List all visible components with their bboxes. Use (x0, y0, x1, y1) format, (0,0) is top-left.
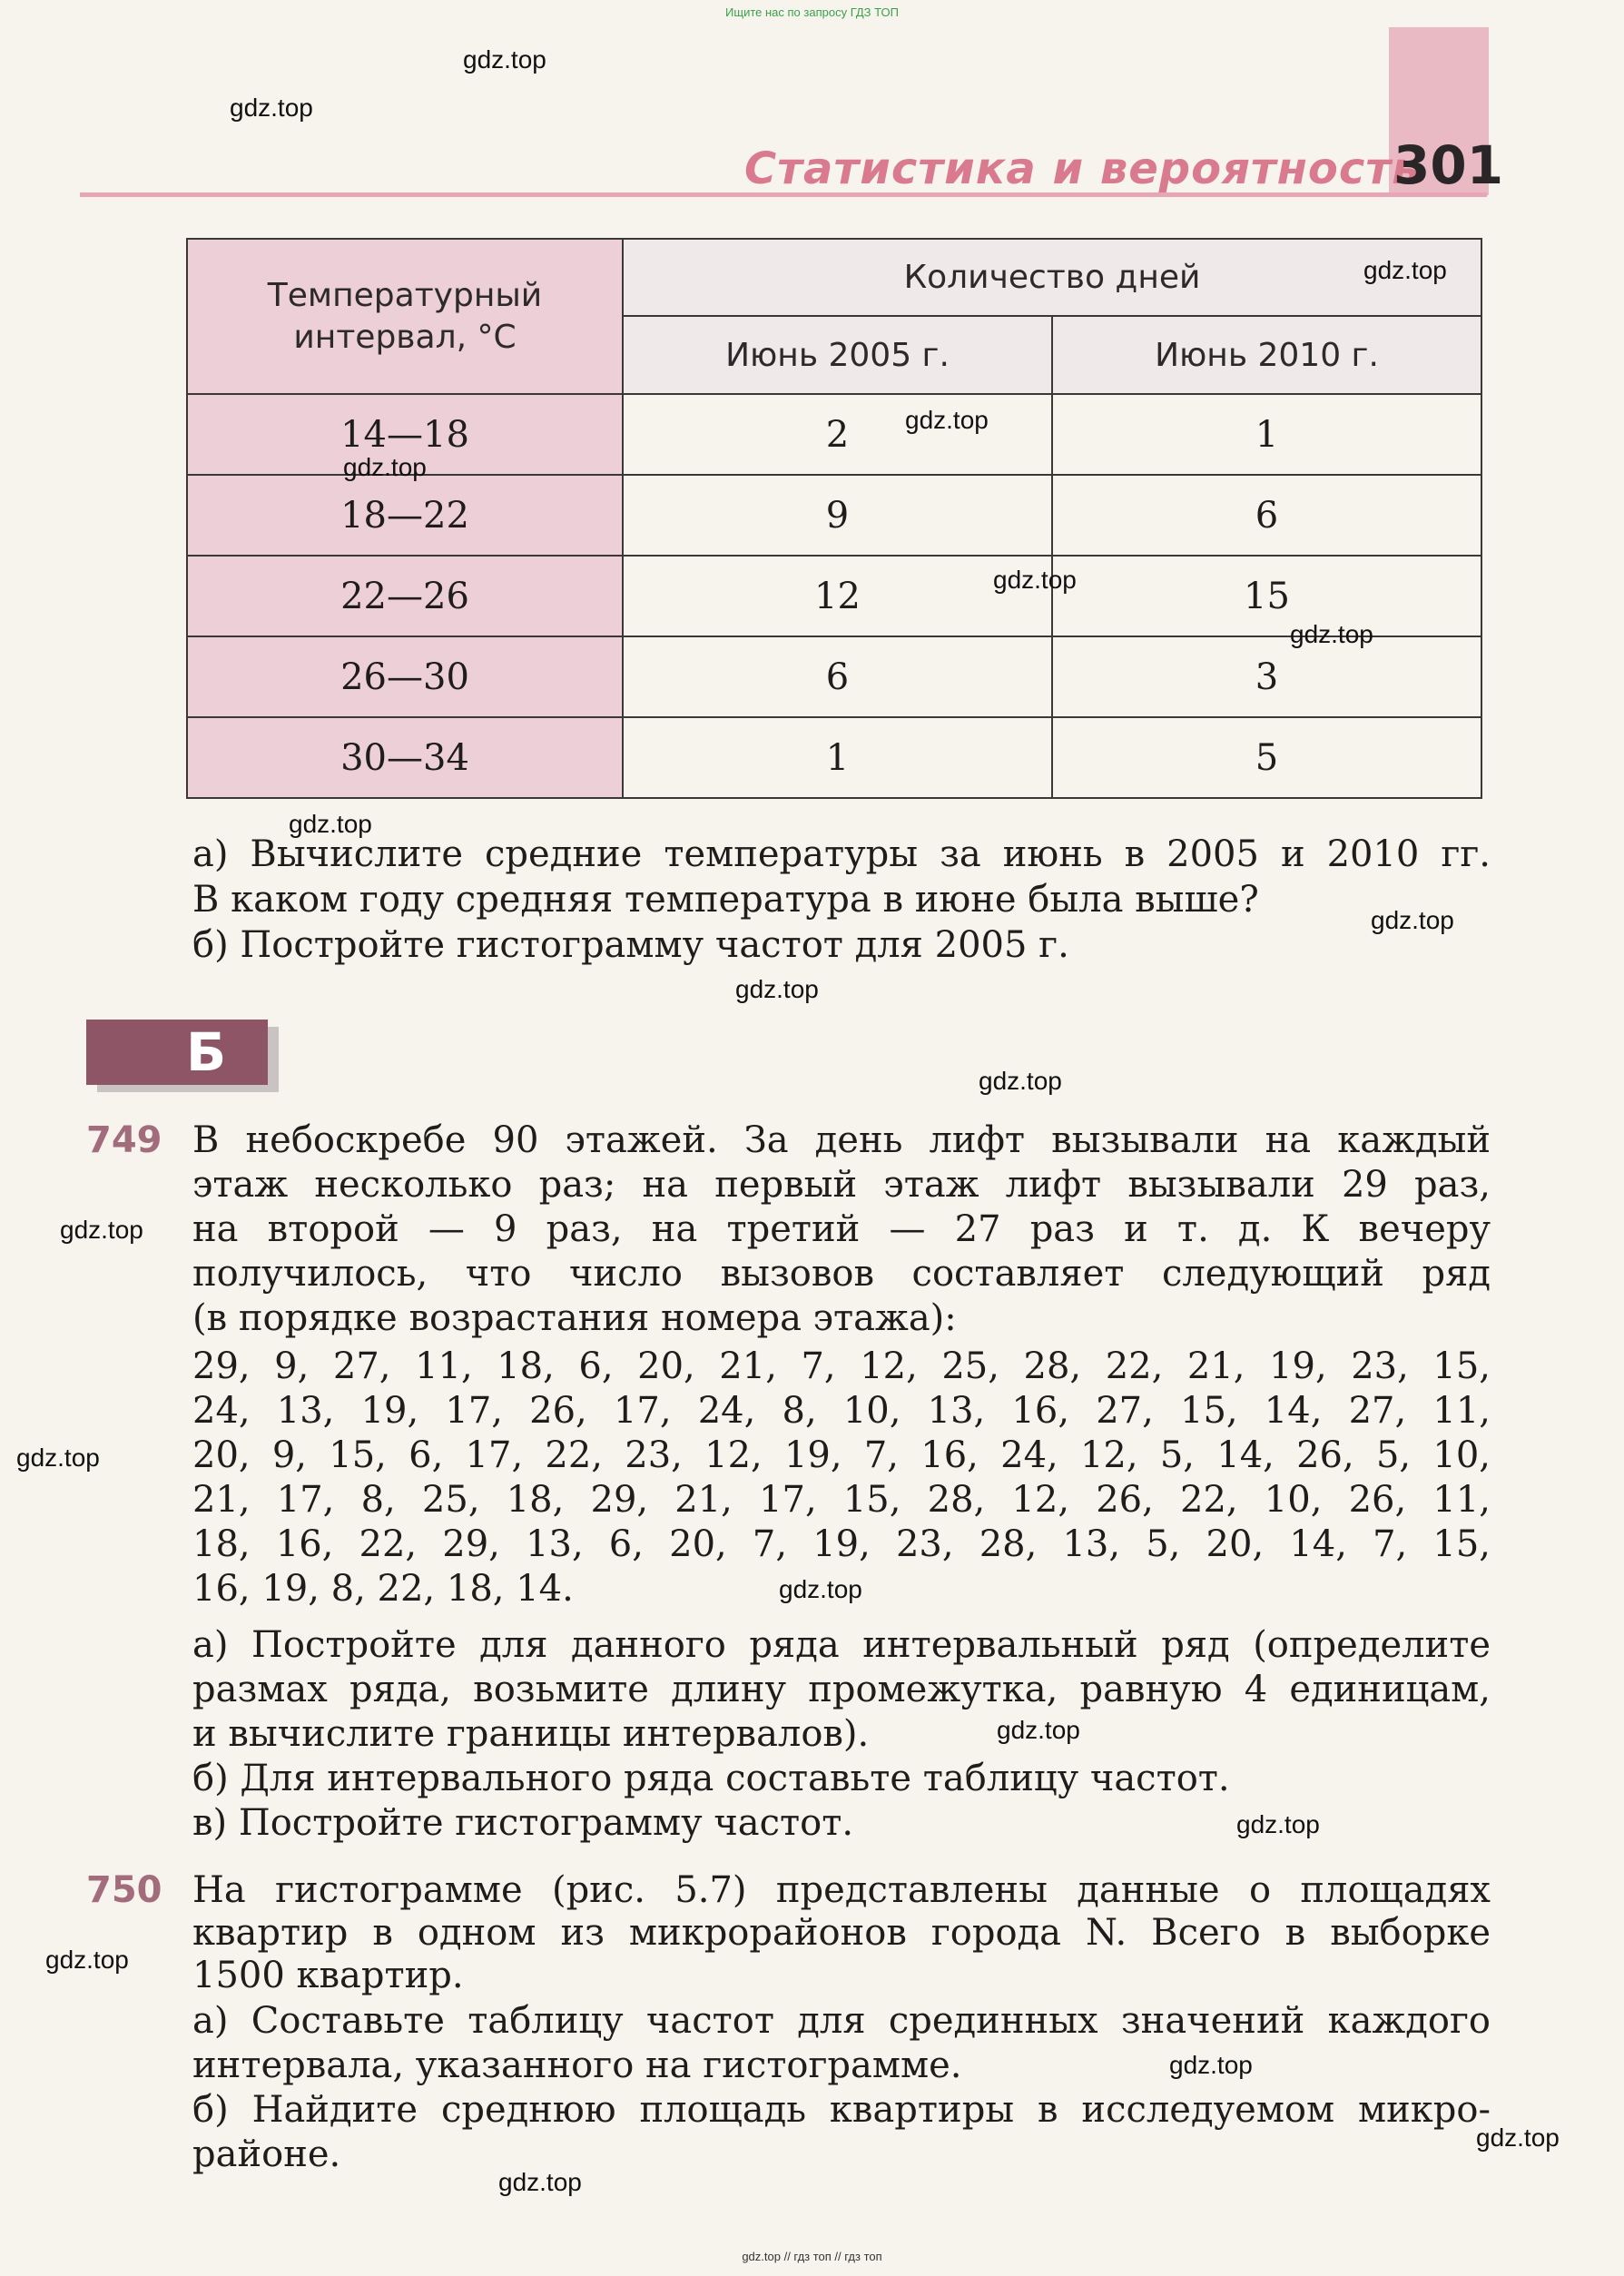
june-2010-header: Июнь 2010 г. (1052, 316, 1481, 394)
count-2005-cell: 9 (623, 475, 1052, 556)
watermark: gdz.top (979, 1067, 1062, 1095)
watermark: gdz.top (1476, 2123, 1560, 2152)
problem-749-line: этаж несколько раз; на первый этаж лифт вызывали 29 раз, (192, 1164, 1491, 1206)
number-series-line: 20, 9, 15, 6, 17, 22, 23, 12, 19, 7, 16, 24, 12, 5, 14, 26, 5, 10, (192, 1434, 1491, 1476)
june-2005-header: Июнь 2005 г. (623, 316, 1052, 394)
watermark: gdz.top (993, 566, 1077, 594)
count-2005-cell: 1 (623, 717, 1052, 798)
problem-749-line: получилось, что число вызовов составляет следующий ряд (192, 1253, 1491, 1295)
watermark: gdz.top (997, 1716, 1080, 1744)
table-row (187, 636, 1481, 717)
section-badge-label: Б (186, 1021, 227, 1083)
problem-750-line: а) Составьте таблицу частот для срединных значений каждого (192, 2000, 1491, 2042)
task-748-line-3: б) Постройте гистограмму частот для 2005 г. (192, 924, 1069, 966)
task-748-line-1: а) Вычислите средние температуры за июнь в 2005 и 2010 гг. (192, 833, 1491, 875)
interval-cell: 30—34 (187, 717, 623, 798)
problem-749-line: размах ряда, возьмите длину промежутка, равную 4 единицам, (192, 1669, 1491, 1710)
count-2005-cell: 6 (623, 636, 1052, 717)
temperature-table (186, 238, 1482, 799)
interval-cell: 18—22 (187, 475, 623, 556)
problem-750-line: квартир в одном из микрорайонов города N. Всего в выборке (192, 1912, 1491, 1954)
task-748-line-2: В каком году средняя температура в июне была выше? (192, 879, 1259, 921)
section-title: Статистика и вероятность (744, 143, 1421, 194)
interval-cell: 22—26 (187, 556, 623, 636)
number-series-line: 16, 19, 8, 22, 18, 14. (192, 1568, 574, 1610)
number-series-line: 24, 13, 19, 17, 26, 17, 24, 8, 10, 13, 16, 27, 15, 14, 27, 11, (192, 1390, 1491, 1432)
table-row (187, 475, 1481, 556)
watermark: gdz.top (1290, 620, 1373, 648)
number-series-line: 18, 16, 22, 29, 13, 6, 20, 7, 19, 23, 28, 13, 5, 20, 14, 7, 15, (192, 1523, 1491, 1565)
watermark: gdz.top (60, 1216, 143, 1244)
interval-cell: 14—18 (187, 394, 623, 475)
table-row (187, 556, 1481, 636)
watermark: gdz.top (45, 1946, 129, 1974)
interval-header-line-2: интервал, °C (293, 318, 517, 356)
count-2010-cell: 5 (1052, 717, 1481, 798)
days-count-header: Количество дней (623, 239, 1481, 316)
number-series-line: 29, 9, 27, 11, 18, 6, 20, 21, 7, 12, 25, 28, 22, 21, 19, 23, 15, (192, 1345, 1491, 1387)
watermark: gdz.top (905, 406, 989, 434)
interval-header-line-1: Температурный (267, 276, 543, 314)
problem-749-line: на второй — 9 раз, на третий — 27 раз и т. д. К вечеру (192, 1208, 1491, 1250)
problem-750-line: 1500 квартир. (192, 1955, 464, 1996)
section-badge (86, 1020, 268, 1085)
watermark: gdz.top (498, 2168, 582, 2196)
problem-750-line: На гистограмме (рис. 5.7) представлены данные о площадях (192, 1869, 1491, 1911)
count-2010-cell: 1 (1052, 394, 1481, 475)
problem-750-line: районе. (192, 2133, 341, 2175)
watermark: gdz.top (230, 94, 313, 122)
problem-749-line: В небоскребе 90 этажей. За день лифт вызывали на каждый (192, 1119, 1491, 1161)
watermark: gdz.top (1169, 2051, 1253, 2079)
problem-749-line: и вычислите границы интервалов). (192, 1713, 870, 1755)
count-2010-cell: 3 (1052, 636, 1481, 717)
interval-cell: 26—30 (187, 636, 623, 717)
top-banner: Ищите нас по запросу ГДЗ ТОП (725, 5, 899, 19)
watermark: gdz.top (16, 1443, 100, 1472)
count-2010-cell: 15 (1052, 556, 1481, 636)
number-series-line: 21, 17, 8, 25, 18, 29, 21, 17, 15, 28, 12, 26, 22, 10, 26, 11, (192, 1479, 1491, 1521)
watermark: gdz.top (1371, 906, 1454, 934)
table-row (187, 717, 1481, 798)
problem-749-line: (в порядке возрастания номера этажа): (192, 1297, 957, 1339)
problem-750-line: б) Найдите среднюю площадь квартиры в исследуемом микро- (192, 2089, 1491, 2131)
watermark: gdz.top (463, 45, 546, 74)
count-2010-cell: 6 (1052, 475, 1481, 556)
interval-column-header (187, 239, 623, 394)
watermark: gdz.top (343, 453, 427, 481)
problem-749-number: 749 (86, 1119, 162, 1161)
problem-750-line: интервала, указанного на гистограмме. (192, 2044, 962, 2086)
problem-749-line: б) Для интервального ряда составьте таблицу частот. (192, 1758, 1230, 1799)
count-2005-cell: 12 (623, 556, 1052, 636)
bottom-banner: gdz.top // гдз топ // гдз топ (742, 2250, 882, 2263)
watermark: gdz.top (735, 975, 819, 1003)
watermark: gdz.top (779, 1575, 862, 1603)
watermark: gdz.top (1236, 1810, 1320, 1838)
watermark: gdz.top (289, 810, 372, 838)
problem-749-line: а) Постройте для данного ряда интервальный ряд (определите (192, 1624, 1491, 1666)
count-2005-cell: 2 (623, 394, 1052, 475)
problem-750-number: 750 (86, 1869, 162, 1911)
watermark: gdz.top (1363, 256, 1447, 284)
problem-749-line: в) Постройте гистограмму частот. (192, 1802, 854, 1844)
page-number: 301 (1393, 134, 1504, 196)
